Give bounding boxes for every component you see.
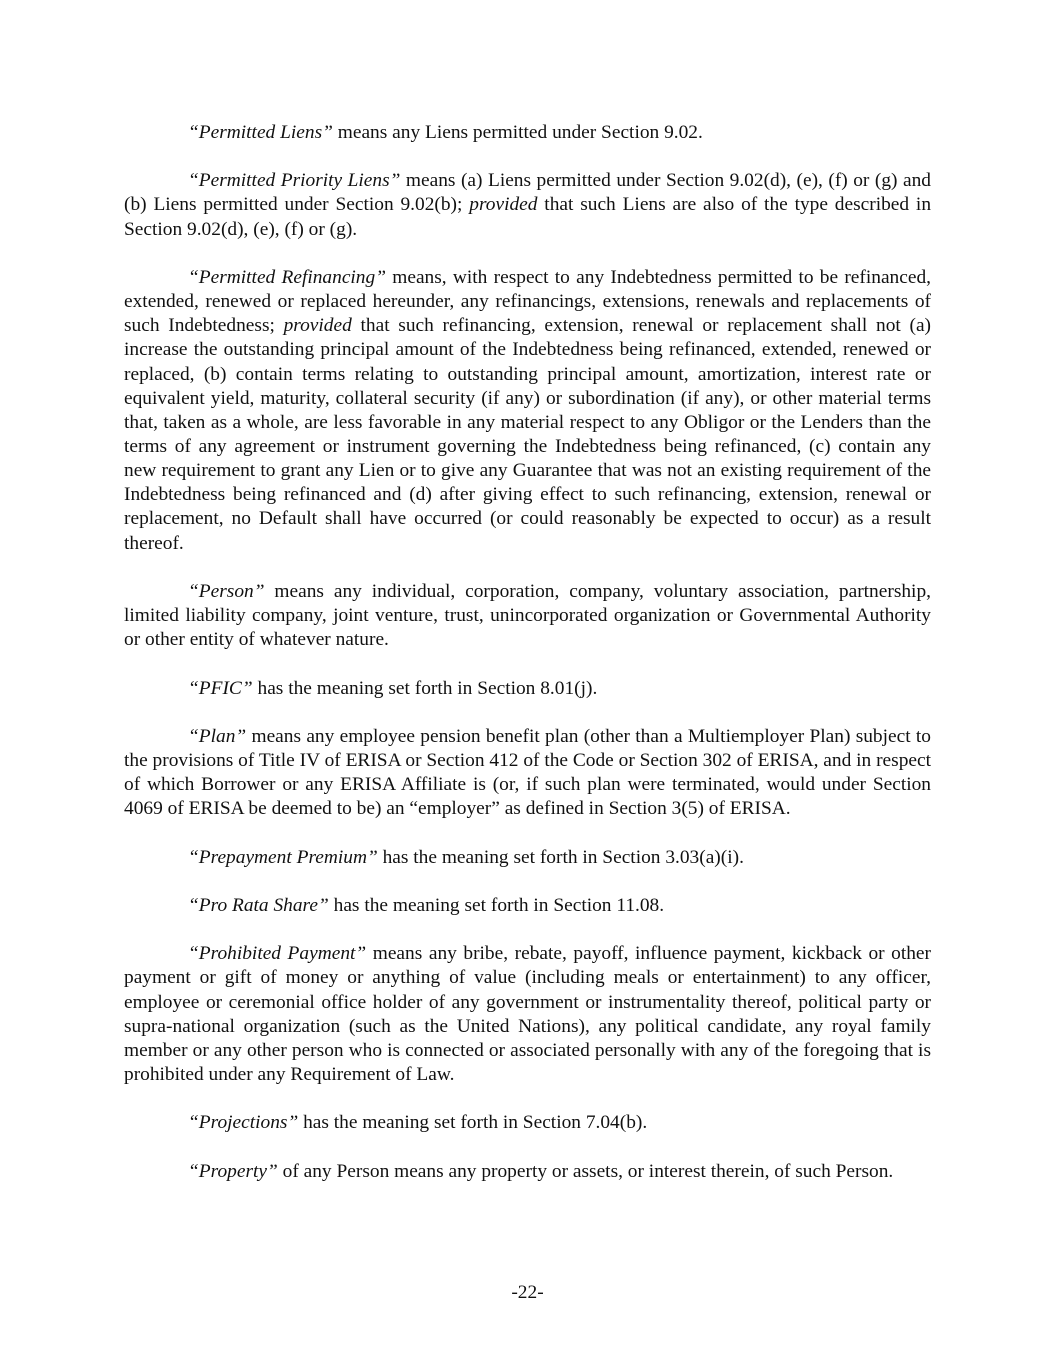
- definition-prohibited-payment: [124, 942, 931, 1087]
- defined-term: “Person”: [188, 580, 265, 602]
- definition-permitted-refinancing: [124, 266, 931, 556]
- proviso-word: provided: [469, 194, 538, 216]
- defined-term: “Prohibited Payment”: [188, 943, 367, 965]
- definition-pro-rata-share: [124, 894, 931, 918]
- defined-term: “Plan”: [188, 725, 247, 747]
- definition-person: [124, 580, 931, 652]
- definition-pfic: [124, 677, 931, 701]
- definition-text: means (a) Liens permitted under Section 9.02(d), (e), (f) or (g) and (b) Liens permitted under Section 9.02(b);: [124, 170, 931, 216]
- defined-term: “Prepayment Premium”: [188, 846, 378, 868]
- document-page: [124, 121, 931, 1208]
- definition-projections: [124, 1111, 931, 1135]
- defined-term: “PFIC”: [188, 677, 253, 699]
- definition-text: means any bribe, rebate, payoff, influence payment, kickback or other payment or gift of money or anything of value (including meals or entertainment) to any officer, employee or ceremonial office holder of any government or instrumentality thereof, political party or supra-national organization (such as the United Nations), any political candidate, any royal family member or any other person who is connected or associated personally with any of the foregoing that is prohibited under any Requirement of Law.: [124, 943, 931, 1085]
- definition-prepayment-premium: [124, 846, 931, 870]
- definition-text: means any individual, corporation, company, voluntary association, partnership, limited liability company, joint venture, trust, unincorporated organization or Governmental Authority or other entity of whatever nature.: [124, 580, 931, 651]
- definition-text: that such Liens are also of the type described in Section 9.02(d), (e), (f) or (g).: [124, 194, 932, 240]
- definition-text: has the meaning set forth in Section 11.08.: [328, 894, 665, 916]
- definition-text: that such refinancing, extension, renewal or replacement shall not (a) increase the outstanding principal amount of the Indebtedness being refinanced, extended, renewed or replaced, (b) contain terms relating to outstanding principal amount, amortization, interest rate or equivalent yield, maturity, collateral security (if any) or subordination (if any), or other material terms that, taken as a whole, are less favorable in any material respect to any Obligor or the Lenders than the terms of any agreement or instrument governing the Indebtedness being refinanced, (c) contain any new requirement to grant any Lien or to give any Guarantee that was not an existing requirement of the Indebtedness being refinanced and (d) after giving effect to such refinancing, extension, renewal or replacement, no Default shall have occurred (or could reasonably be expected to occur) as a result thereof.: [124, 315, 932, 554]
- defined-term: “Permitted Priority Liens”: [188, 170, 401, 192]
- definition-text: means any Liens permitted under Section 9.02.: [332, 122, 703, 143]
- definition-text: has the meaning set forth in Section 8.01(j).: [252, 677, 598, 699]
- definition-permitted-priority-liens: [124, 169, 931, 241]
- page-number: -22-: [511, 1282, 544, 1303]
- defined-term: “Permitted Refinancing”: [188, 266, 386, 288]
- definition-plan: [124, 725, 931, 822]
- proviso-word: provided: [283, 315, 352, 337]
- definition-text: has the meaning set forth in Section 3.03(a)(i).: [377, 846, 744, 868]
- definition-text: has the meaning set forth in Section 7.04(b).: [298, 1112, 648, 1134]
- defined-term: “Permitted Liens”: [188, 122, 333, 143]
- definition-permitted-liens: [124, 121, 931, 145]
- definition-text: means, with respect to any Indebtedness permitted to be refinanced, extended, renewed or replaced hereunder, any refinancings, extensions, renewals and replacements of such Indebtedness;: [124, 266, 932, 337]
- definition-text: of any Person means any property or assets, or interest therein, of such Person.: [277, 1160, 894, 1182]
- defined-term: “Pro Rata Share”: [188, 894, 329, 916]
- definition-property: [124, 1160, 931, 1184]
- defined-term: “Property”: [188, 1160, 278, 1182]
- definition-text: means any employee pension benefit plan (other than a Multiemployer Plan) subject to the provisions of Title IV of ERISA or Section 412 of the Code or Section 302 of ERISA, and in respect of which Borrower or any ERISA Affiliate is (or, if such plan were terminated, would under Section 4069 of ERISA be deemed to be) an “employer” as defined in Section 3(5) of ERISA.: [124, 725, 931, 820]
- defined-term: “Projections”: [188, 1112, 299, 1134]
